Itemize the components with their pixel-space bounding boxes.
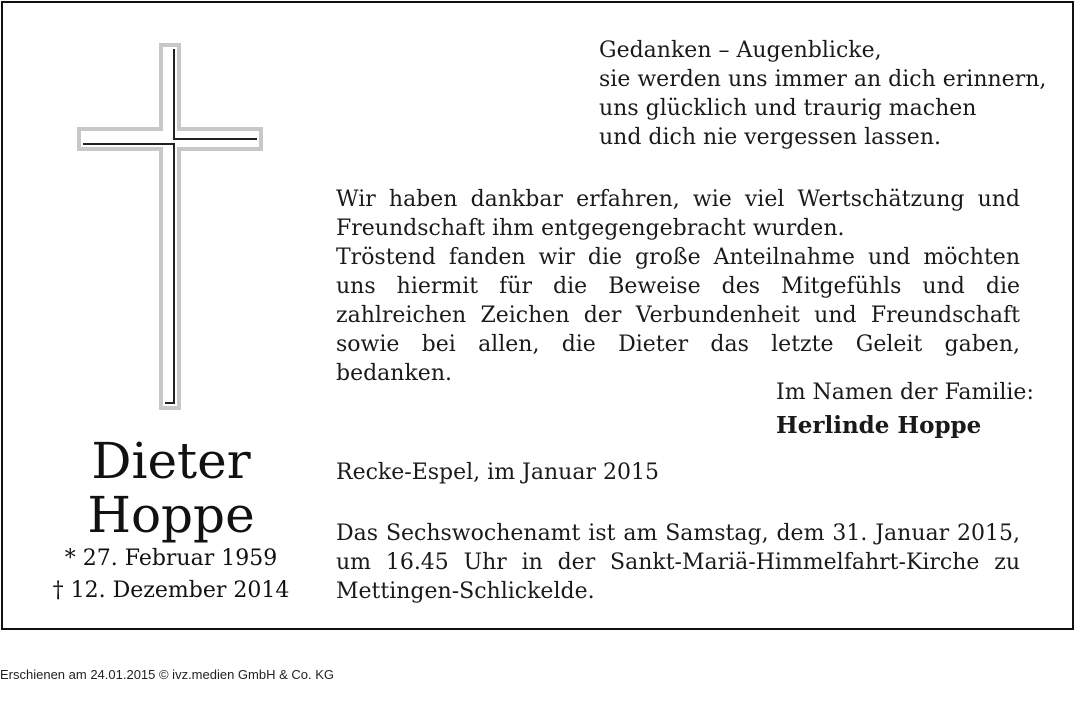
- publication-footer: Erschienen am 24.01.2015 © ivz.medien GmbH & Co. KG: [0, 667, 335, 682]
- thank-you-message: [336, 185, 1020, 388]
- deceased-first-name: Dieter: [91, 432, 251, 490]
- poem-line: und dich nie vergessen lassen.: [599, 125, 941, 150]
- birth-date: * 27. Februar 1959: [64, 546, 278, 571]
- poem-line: sie werden uns immer an dich erinnern,: [599, 67, 1047, 92]
- mass-notice: [336, 519, 1020, 606]
- message-paragraph: Tröstend fanden wir die große Anteilnahme und möchten uns hiermit für die Beweise des Mitgefühls und die zahlreichen Zeichen der Verbundenheit und Freundschaft sowie bei allen, die Dieter das letzte Geleit gaben, bedanken.: [336, 245, 1020, 386]
- deceased-last-name: Hoppe: [87, 486, 255, 544]
- cross-icon: [77, 43, 263, 410]
- mass-notice-text: Das Sechswochenamt ist am Samstag, dem 31. Januar 2015, um 16.45 Uhr in der Sankt-Mariä-Himmelfahrt-Kirche zu Mettingen-Schlickelde.: [336, 521, 1020, 604]
- obituary-frame: [1, 1, 1074, 630]
- poem-line: Gedanken – Augenblicke,: [599, 38, 882, 63]
- death-date: † 12. Dezember 2014: [52, 578, 290, 603]
- place-date: Recke-Espel, im Januar 2015: [336, 460, 659, 485]
- signoff-label: Im Namen der Familie:: [776, 380, 1034, 405]
- poem-line: uns glücklich und traurig machen: [599, 96, 977, 121]
- signoff-name: Herlinde Hoppe: [776, 412, 982, 439]
- message-paragraph: Wir haben dankbar erfahren, wie viel Wertschätzung und Freundschaft ihm entgegengebracht wurden.: [336, 187, 1020, 241]
- poem: [599, 36, 1046, 152]
